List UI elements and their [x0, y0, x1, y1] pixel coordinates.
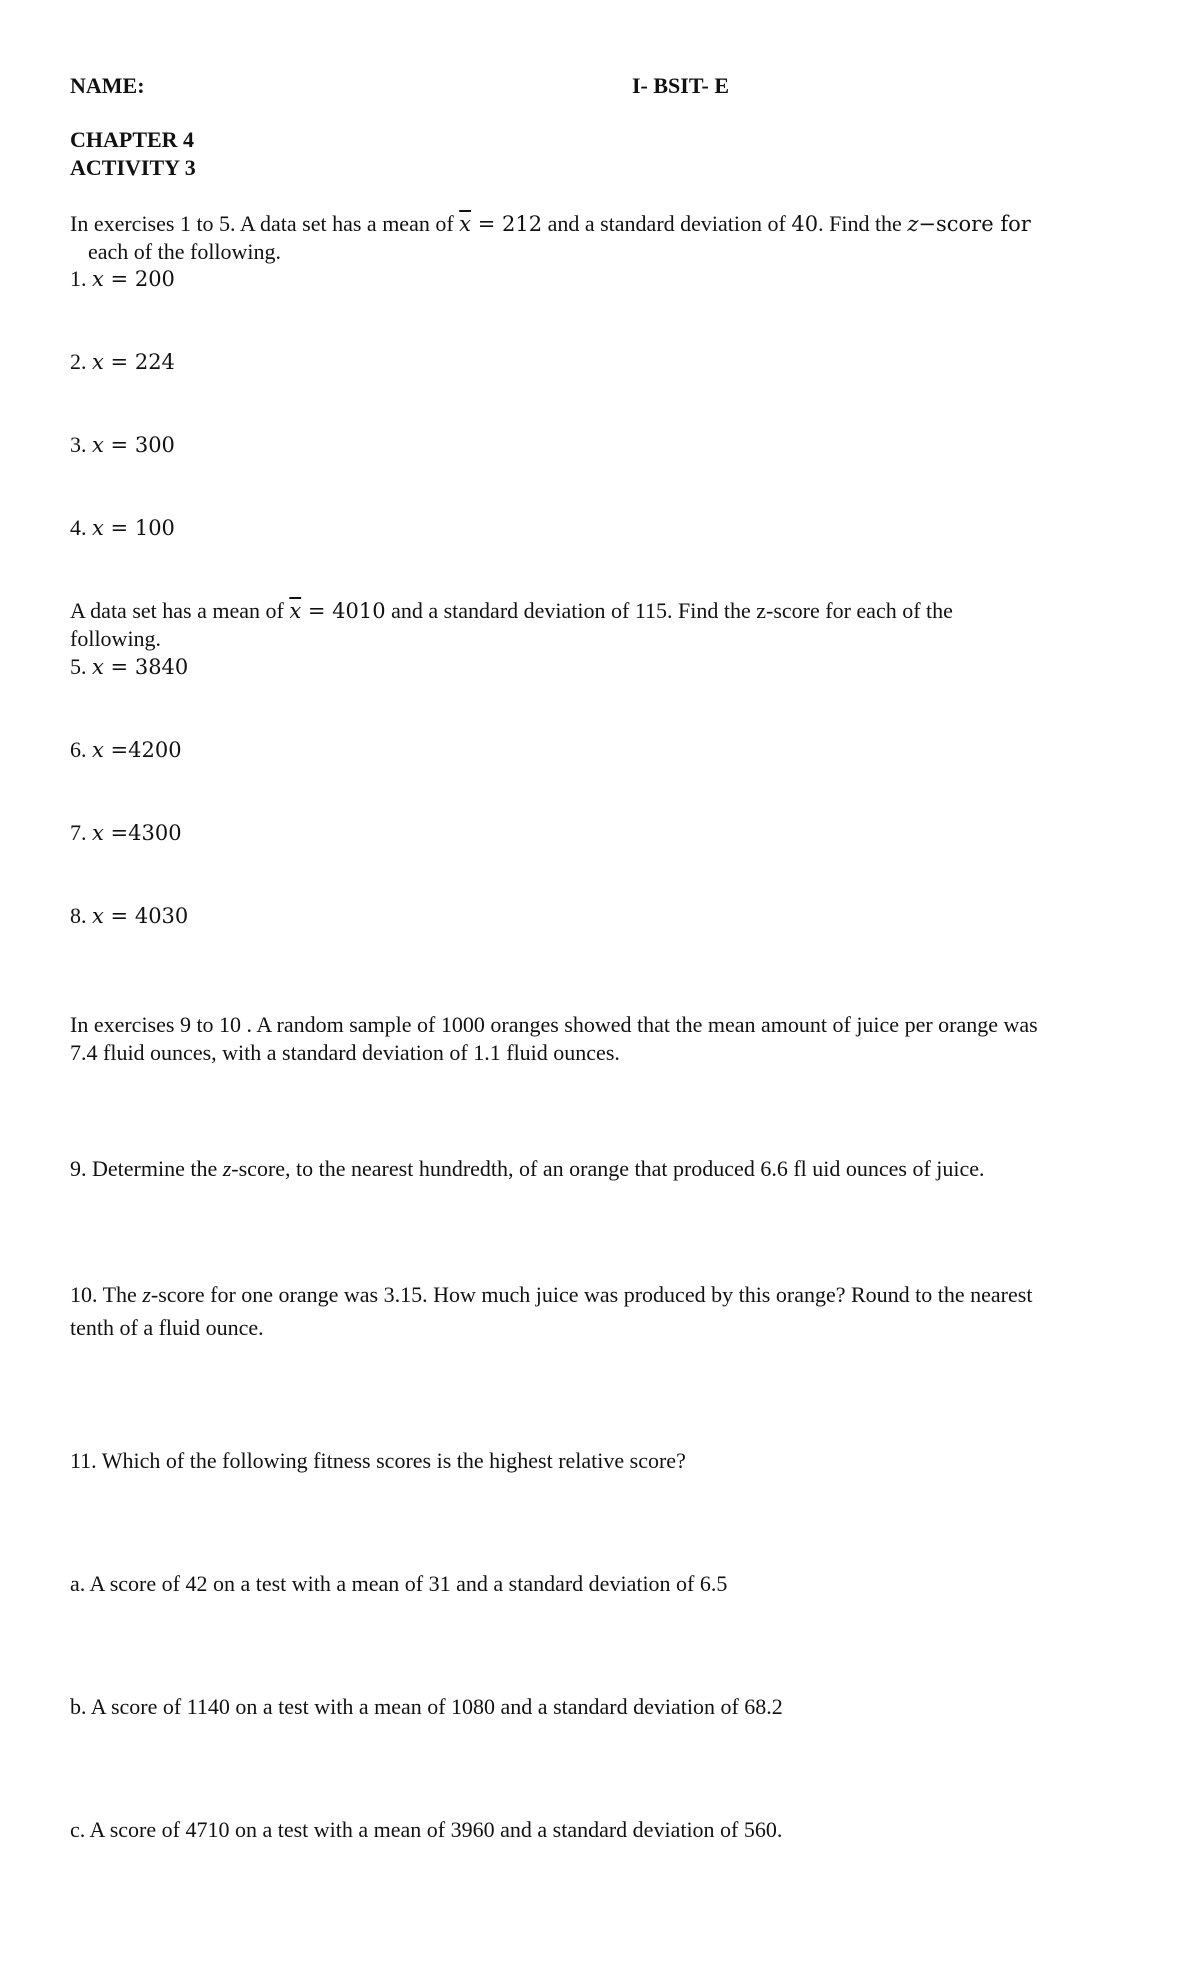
exercise-4: 4. x = 100 — [70, 515, 175, 540]
exercise-2: 2. x = 224 — [70, 349, 175, 374]
exercise-3: 3. x = 300 — [70, 432, 175, 457]
part3-intro-line2: 7.4 fluid ounces, with a standard deviation of 1.1 fluid ounces. — [70, 1040, 620, 1065]
part1-intro — [70, 210, 1130, 266]
part2-intro-line1: A data set has a mean of $\overline{x} = 4010$ and a standard deviation of 115. Find the z-score for each of the — [70, 598, 953, 623]
option-a: a. A score of 42 on a test with a mean of 31 and a standard deviation of 6.5 — [70, 1571, 728, 1596]
part2-intro — [70, 597, 1130, 653]
activity-title: ACTIVITY 3 — [70, 155, 196, 180]
exercise-8: 8. x = 4030 — [70, 903, 189, 928]
question-9: 9. Determine the z-score, to the nearest hundredth, of an orange that produced 6.6 fl uid ounces of juice. — [70, 1156, 985, 1181]
part1-intro-line2: each of the following. — [88, 239, 282, 264]
part3-intro — [70, 1011, 1130, 1067]
section-label: I- BSIT- E — [632, 73, 730, 98]
option-c: c. A score of 4710 on a test with a mean of 3960 and a standard deviation of 560. — [70, 1817, 783, 1842]
exercise-7: 7. x =4300 — [70, 820, 182, 845]
option-b: b. A score of 1140 on a test with a mean of 1080 and a standard deviation of 68.2 — [70, 1694, 783, 1719]
exercise-1: 1. x = 200 — [70, 266, 175, 291]
question-10 — [70, 1278, 1130, 1344]
part3-intro-line1: In exercises 9 to 10 . A random sample of 1000 oranges showed that the mean amount of juice per orange was — [70, 1012, 1038, 1037]
exercise-6: 6. x =4200 — [70, 737, 182, 762]
part2-intro-line2: following. — [70, 626, 162, 651]
question-10-line2: tenth of a fluid ounce. — [70, 1315, 264, 1340]
question-11: 11. Which of the following fitness scores is the highest relative score? — [70, 1448, 686, 1473]
name-label: NAME: — [70, 73, 145, 98]
question-10-line1: 10. The z-score for one orange was 3.15. How much juice was produced by this orange? Round to the nearest — [70, 1282, 1033, 1307]
exercise-5: 5. x = 3840 — [70, 654, 189, 679]
chapter-title: CHAPTER 4 — [70, 127, 195, 152]
part1-intro-line1: In exercises 1 to 5. A data set has a mean of $\overline{x} = 212$ and a standard deviation of 40. Find the z−score for — [70, 211, 1031, 236]
